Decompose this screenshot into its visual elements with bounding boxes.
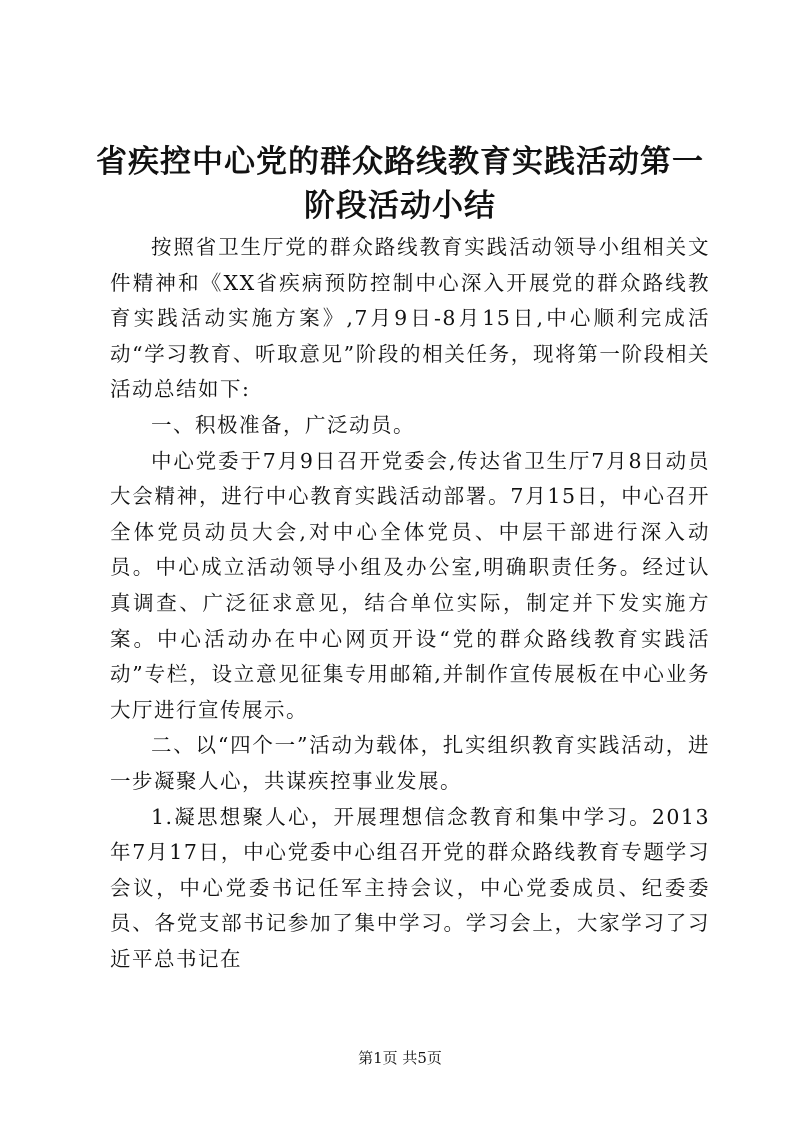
document-title: 省疾控中心党的群众路线教育实践活动第一阶段活动小结 <box>96 144 704 224</box>
section-heading-2: 二、以“四个一”活动为载体，扎实组织教育实践活动，进一步凝聚人心，共谋疾控事业发展。 <box>110 733 710 793</box>
document-body <box>110 230 710 977</box>
section-heading-1: 一、积极准备，广泛动员。 <box>151 412 415 437</box>
paragraph-study: 1.凝思想聚人心，开展理想信念教育和集中学习。2013年7月17日，中心党委中心组召开党的群众路线教育专题学习会议，中心党委书记任军主持会议，中心党委成员、纪委委员、各党支部书记参加了集中学习。学习会上，大家学习了习近平总书记在 <box>110 804 710 971</box>
page-footer: 第1页 共5页 <box>358 1049 442 1067</box>
paragraph-mobilization: 中心党委于7月9日召开党委会,传达省卫生厅7月8日动员大会精神，进行中心教育实践活动部署。7月15日，中心召开全体党员动员大会,对中心全体党员、中层干部进行深入动员。中心成立活动领导小组及办公室,明确职责任务。经过认真调查、广泛征求意见，结合单位实际，制定并下发实施方案。中心活动办在中心网页开设“党的群众路线教育实践活动”专栏，设立意见征集专用邮箱,并制作宣传展板在中心业务大厅进行宣传展示。 <box>110 448 710 722</box>
paragraph-intro: 按照省卫生厅党的群众路线教育实践活动领导小组相关文件精神和《XX省疾病预防控制中心深入开展党的群众路线教育实践活动实施方案》,7月9日-8月15日,中心顺利完成活动“学习教育、听取意见”阶段的相关任务，现将第一阶段相关活动总结如下: <box>110 235 710 402</box>
